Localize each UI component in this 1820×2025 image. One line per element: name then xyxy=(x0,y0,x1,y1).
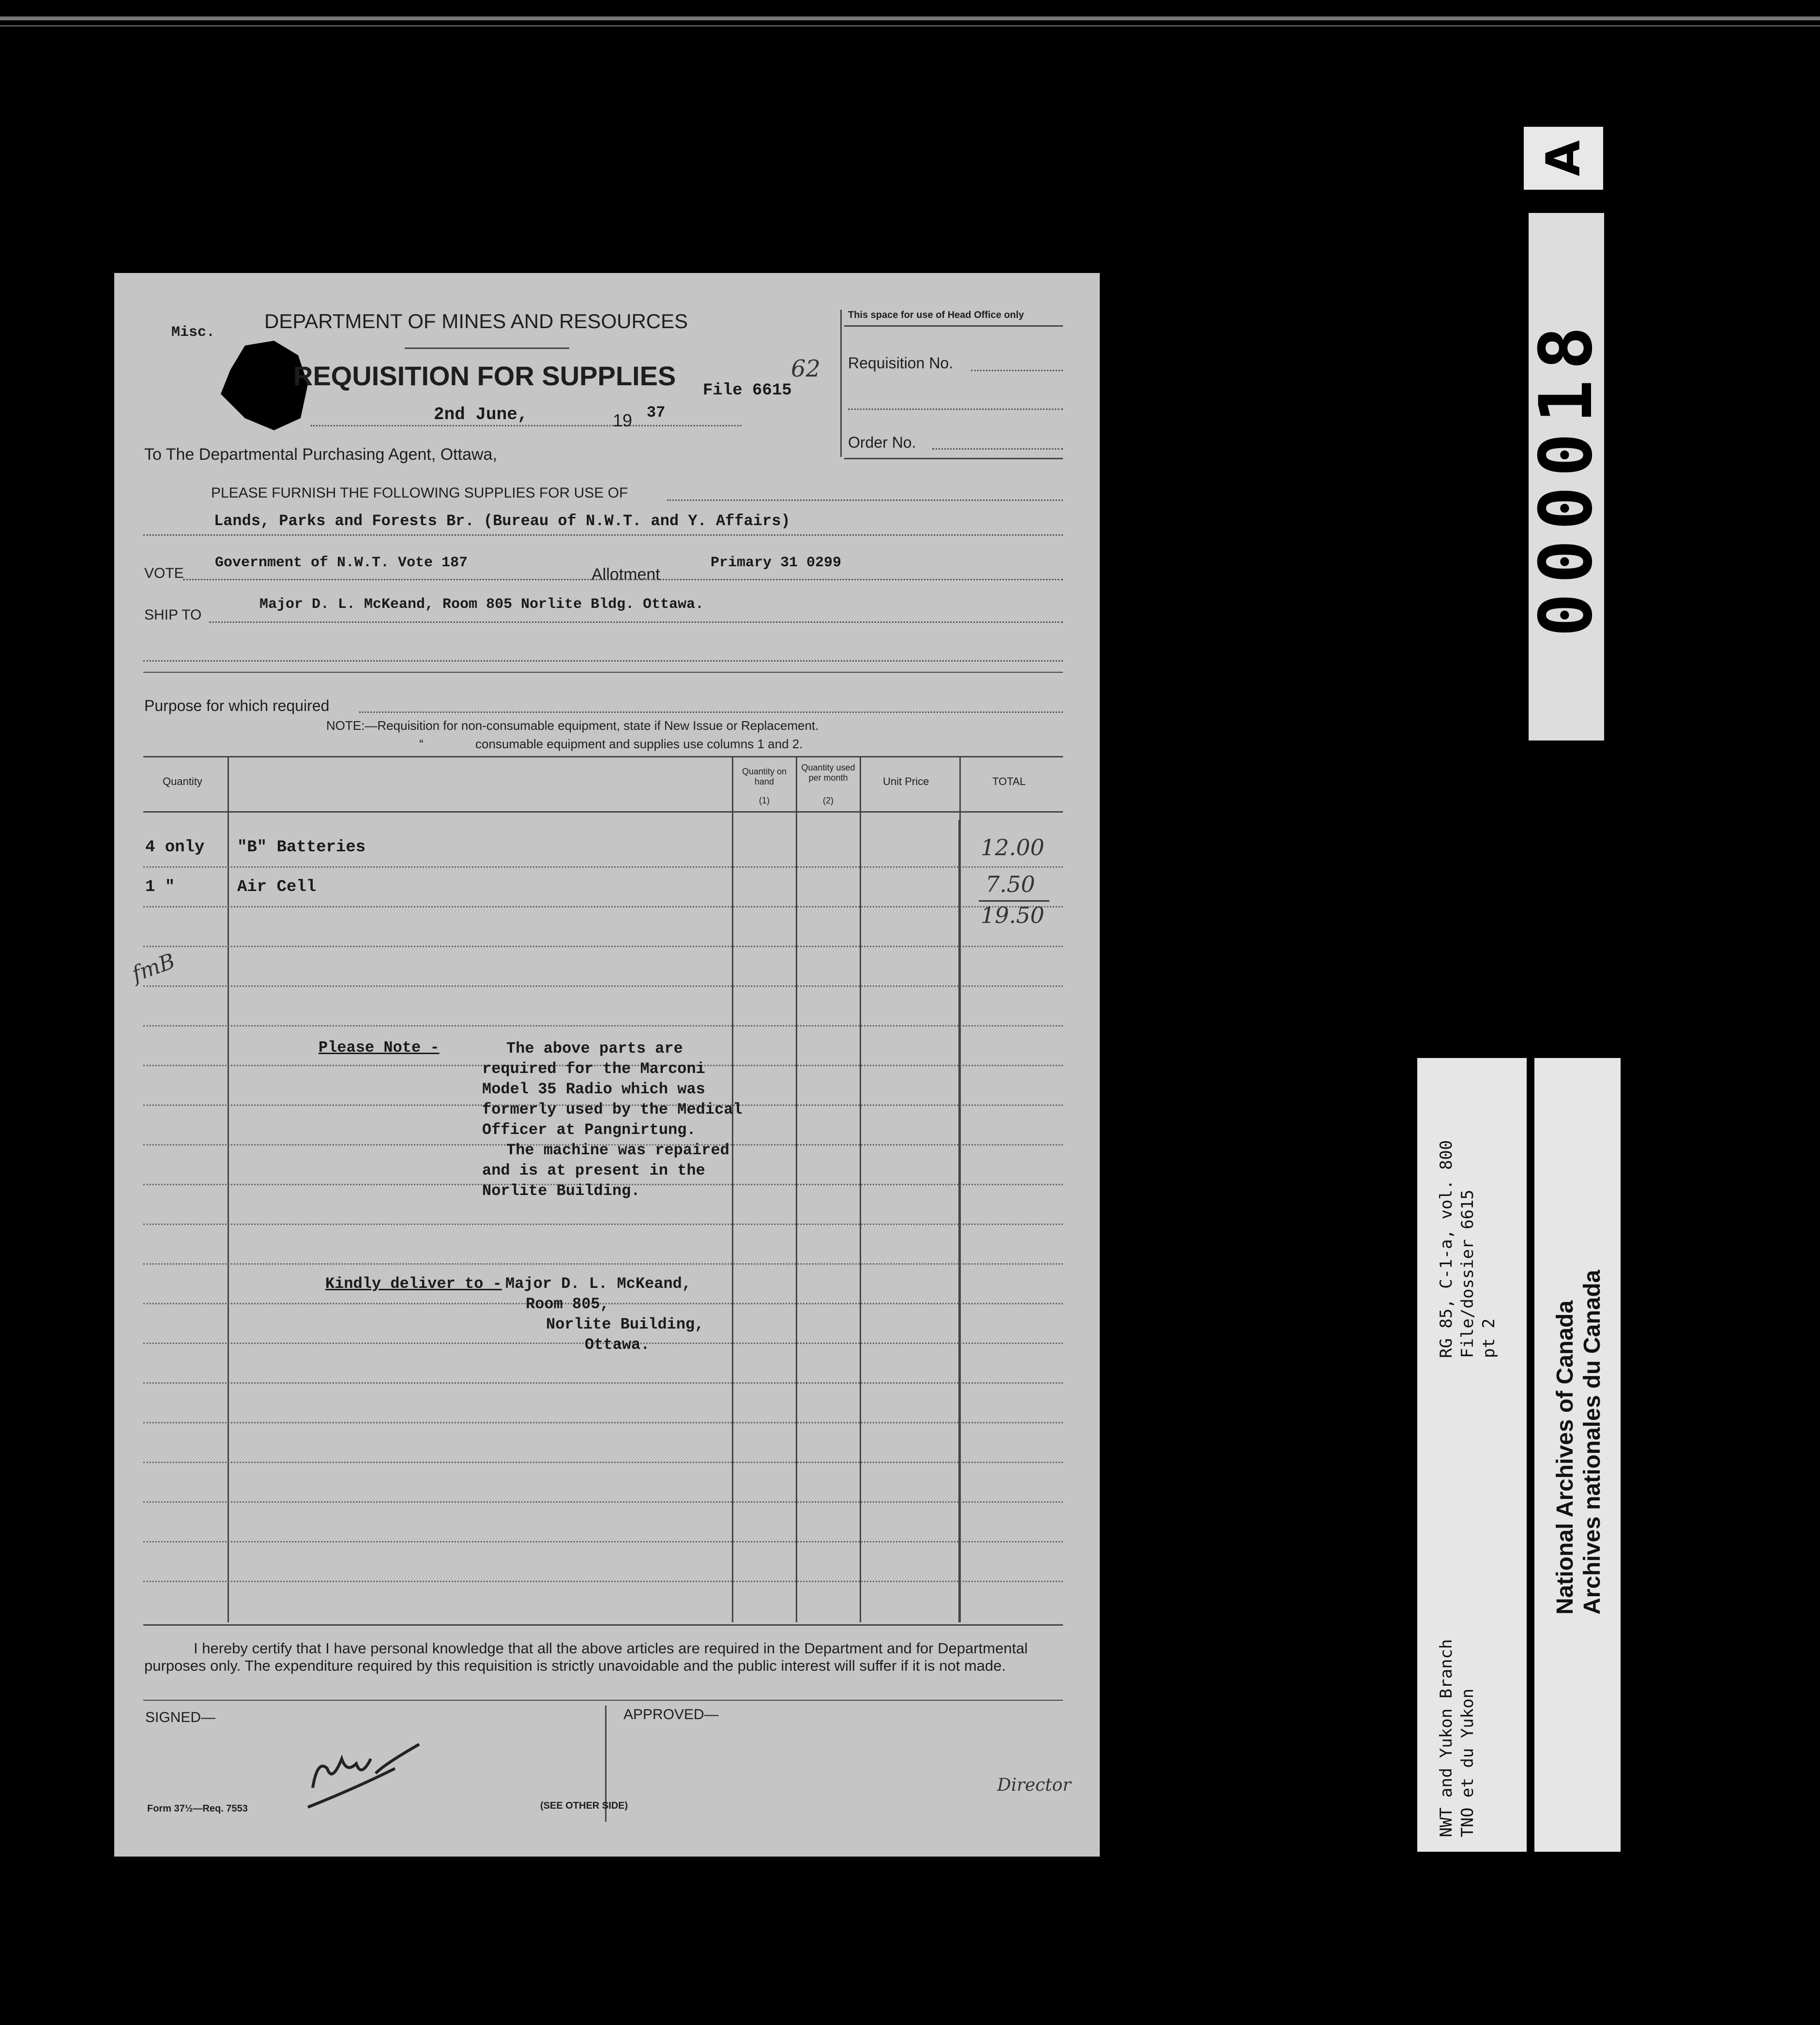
furnish-value-line xyxy=(143,534,1063,536)
grand-total: 19.50 xyxy=(981,902,1045,928)
requisition-no-label: Requisition No. xyxy=(848,354,953,372)
date-line xyxy=(311,425,742,426)
institution-name-en: National Archives of Canada xyxy=(1552,1300,1578,1615)
requisition-form xyxy=(114,273,1100,1857)
head-office-rule-left xyxy=(840,310,842,457)
item-qty: 4 only xyxy=(145,838,205,857)
purpose-note-1: NOTE:—Requisition for non-consumable equipment, state if New Issue or Replacement. xyxy=(326,718,819,733)
please-note-line: formerly used by the Medical xyxy=(482,1101,743,1118)
department-name: DEPARTMENT OF MINES AND RESOURCES xyxy=(264,310,688,332)
ship-to-line-2 xyxy=(143,660,1063,662)
ship-to-value: Major D. L. McKeand, Room 805 Norlite Bldg. Ottawa. xyxy=(259,596,704,613)
file-number-handwritten: 62 xyxy=(791,355,821,382)
th-used: Quantity used per month xyxy=(801,763,855,783)
table-row-line xyxy=(143,1382,1063,1384)
archive-institution-strip xyxy=(1534,1058,1621,1852)
margin-initials: fmB xyxy=(129,949,179,987)
vote-value: Government of N.W.T. Vote 187 xyxy=(215,555,468,571)
allotment-label: Allotment xyxy=(592,565,660,584)
please-note-text xyxy=(482,1039,743,1201)
director-label: Director xyxy=(997,1775,1071,1795)
head-office-caption: This space for use of Head Office only xyxy=(848,310,1024,320)
allotment-value: Primary 31 0299 xyxy=(711,555,842,571)
approved-label: APPROVED— xyxy=(623,1707,719,1723)
table-row-line xyxy=(143,1501,1063,1503)
reference-line: RG 85, C-1-a, vol. 800 xyxy=(1437,1140,1456,1358)
table-col-onhand xyxy=(796,756,797,1622)
item-desc: "B" Batteries xyxy=(237,838,366,857)
table-top-rule xyxy=(143,756,1063,757)
to-line: To The Departmental Purchasing Agent, Ottawa, xyxy=(144,445,497,464)
order-no-line xyxy=(932,448,1063,450)
frame-number: 000018 xyxy=(1524,317,1608,637)
deliver-line: Room 805, xyxy=(526,1295,609,1313)
th-on-hand-num: (1) xyxy=(759,796,770,805)
th-on-hand: Quantity on hand xyxy=(742,767,787,786)
table-row-line xyxy=(143,1422,1063,1423)
table-row-line xyxy=(143,946,1063,947)
institution-name-fr: Archives nationales du Canada xyxy=(1579,1269,1605,1615)
item-desc: Air Cell xyxy=(237,878,317,896)
signed-label: SIGNED— xyxy=(145,1709,216,1725)
please-note-line: Officer at Pangnirtung. xyxy=(482,1121,696,1139)
sticker-letter: A xyxy=(1536,140,1591,177)
year-suffix: 37 xyxy=(647,404,666,422)
table-row-line xyxy=(143,985,1063,987)
furnish-value: Lands, Parks and Forests Br. (Bureau of N.W.T. and Y. Affairs) xyxy=(214,512,790,530)
purpose-label: Purpose for which required xyxy=(144,697,330,714)
purpose-line xyxy=(359,711,1063,713)
head-office-mid-line xyxy=(848,408,1063,410)
form-title: REQUISITION FOR SUPPLIES xyxy=(293,361,676,391)
requisition-no-line xyxy=(971,370,1063,371)
please-note-line: required for the Marconi xyxy=(482,1060,705,1078)
vote-line xyxy=(183,579,1063,580)
reference-line: File/dossier 6615 xyxy=(1458,1190,1477,1358)
table-row-line xyxy=(143,1025,1063,1027)
table-row-line xyxy=(143,1263,1063,1265)
table-col-price xyxy=(959,756,961,1622)
file-label: File 6615 xyxy=(703,381,792,400)
table-col-used xyxy=(860,756,861,1622)
table-row-line xyxy=(143,1581,1063,1582)
film-edge-line xyxy=(0,16,1820,20)
table-row-line xyxy=(143,1224,1063,1225)
reference-line: TNO et du Yukon xyxy=(1458,1688,1477,1837)
title-rule xyxy=(405,348,569,349)
th-used-num: (2) xyxy=(823,796,834,805)
table-row-line xyxy=(143,866,1063,868)
reference-line: NWT and Yukon Branch xyxy=(1437,1639,1456,1837)
item-qty: 1 " xyxy=(145,878,175,896)
table-row-line xyxy=(143,1541,1063,1542)
film-edge-line-secondary xyxy=(0,25,1820,27)
please-note-line: The above parts are xyxy=(506,1040,683,1058)
please-note-line: The machine was repaired xyxy=(506,1141,729,1159)
archive-reference-strip xyxy=(1417,1058,1527,1852)
head-office-rule-bottom xyxy=(844,458,1063,459)
frame-number-strip xyxy=(1524,213,1608,740)
deliver-line: Major D. L. McKeand, xyxy=(505,1275,692,1293)
year-prefix: 19 xyxy=(613,410,633,430)
ship-to-rule xyxy=(143,672,1063,673)
please-note-line: and is at present in the xyxy=(482,1162,705,1179)
head-office-rule-top xyxy=(844,325,1063,327)
please-note-line: Norlite Building. xyxy=(482,1182,640,1200)
deliver-line: Norlite Building, xyxy=(546,1315,704,1333)
ship-to-line xyxy=(209,621,1063,623)
signature-rule xyxy=(143,1700,1063,1701)
see-other-side: (SEE OTHER SIDE) xyxy=(540,1800,628,1811)
total-underline xyxy=(979,900,1049,902)
furnish-line xyxy=(667,499,1063,501)
table-row-line xyxy=(143,1462,1063,1463)
table-header-rule xyxy=(143,811,1063,813)
archive-sticker xyxy=(1524,127,1603,190)
table-bottom-rule xyxy=(143,1624,1063,1626)
date-value: 2nd June, xyxy=(434,405,528,424)
th-total: TOTAL xyxy=(992,775,1026,787)
form-number: Form 37½—Req. 7553 xyxy=(147,1803,248,1814)
purpose-note-ditto: “ xyxy=(419,737,424,751)
furnish-label: PLEASE FURNISH THE FOLLOWING SUPPLIES FOR USE OF xyxy=(211,485,628,501)
deliver-label: Kindly deliver to - xyxy=(325,1275,502,1293)
certification-text: I hereby certify that I have personal knowledge that all the above articles are required in the Department and for Departmental purposes only. The expenditure required by this requisition is strictly unavoidable and the public interest will suffer if it is not made. xyxy=(144,1640,1028,1674)
signature-mark xyxy=(298,1730,424,1817)
item-total: 7.50 xyxy=(986,871,1035,897)
ship-to-label: SHIP TO xyxy=(144,607,202,623)
table-col-qty xyxy=(228,756,229,1622)
deliver-line: Ottawa. xyxy=(585,1336,650,1354)
item-total: 12.00 xyxy=(981,834,1045,861)
please-note-line: Model 35 Radio which was xyxy=(482,1080,705,1098)
corner-mark: Misc. xyxy=(171,324,215,341)
order-no-label: Order No. xyxy=(848,434,916,451)
purpose-note-2: consumable equipment and supplies use columns 1 and 2. xyxy=(475,737,803,751)
table-row-line xyxy=(143,906,1063,907)
th-unit-price: Unit Price xyxy=(883,775,929,787)
th-quantity: Quantity xyxy=(163,775,202,787)
reference-line: pt 2 xyxy=(1479,1318,1499,1358)
vote-label: VOTE xyxy=(144,565,184,581)
please-note-label: Please Note - xyxy=(318,1039,440,1057)
